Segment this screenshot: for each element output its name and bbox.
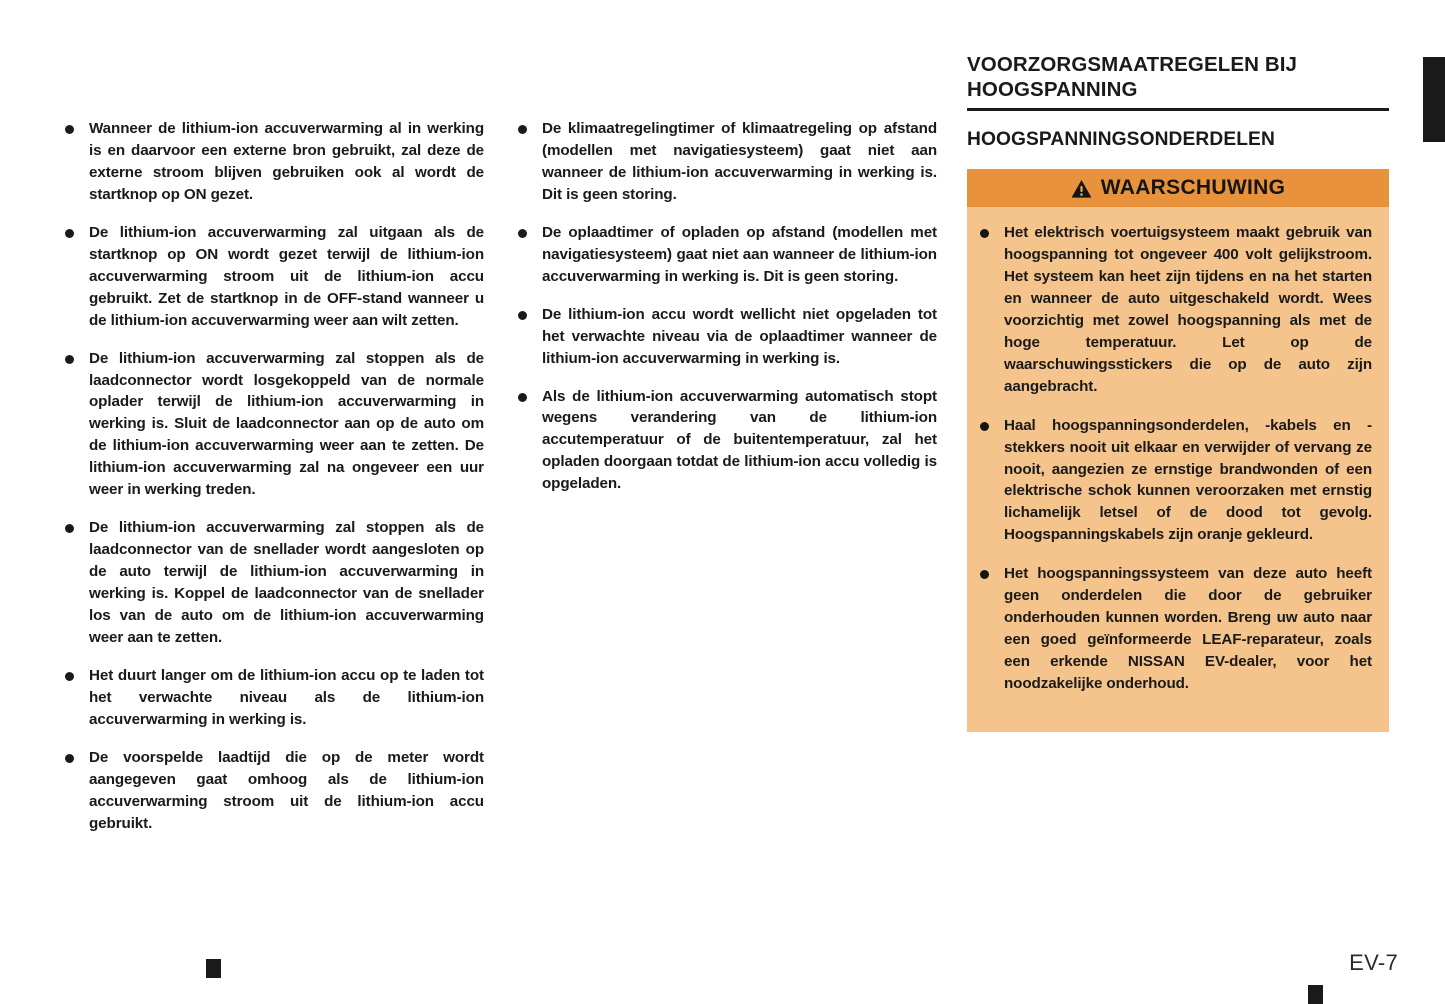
bullet-list-column-2 — [513, 118, 937, 495]
subsection-title: HOOGSPANNINGSONDERDELEN — [967, 129, 1275, 150]
warning-label: WAARSCHUWING — [1100, 176, 1286, 199]
bullet-list-column-1 — [60, 118, 484, 835]
list-item: Het duurt langer om de lithium-ion accu op te laden tot het verwachte niveau als de lithium-ion accuverwarming in werking is. — [60, 665, 484, 731]
text-column-1 — [60, 118, 484, 835]
list-item: De lithium-ion accuverwarming zal uitgaan als de startknop op ON wordt gezet terwijl de lithium-ion accuverwarming stroom uit de lithium-ion accu gebruikt. Zet de startknop in de OFF-stand wanneer u de lithium-ion accuverwarming weer aan wilt zetten. — [60, 222, 484, 332]
list-item: De klimaatregelingtimer of klimaatregeling op afstand (modellen met navigatiesysteem) gaat niet aan wanneer de lithium-ion accuverwarming in werking is. Dit is geen storing. — [513, 118, 937, 206]
registration-mark-bottom-right — [1308, 985, 1323, 1004]
page-number: EV-7 — [1349, 950, 1398, 975]
list-item: Het hoogspanningssysteem van deze auto heeft geen onderdelen die door de gebruiker onderhouden kunnen worden. Breng uw auto naar een goed geïnformeerde LEAF-reparateur, zoals een erkende NISSAN EV-dealer, voor het noodzakelijke onderhoud. — [975, 563, 1372, 695]
list-item: Het elektrisch voertuigsysteem maakt gebruik van hoogspanning tot ongeveer 400 volt gelijkstroom. Het systeem kan heet zijn tijdens en na het starten en wanneer de auto uitgeschakeld wordt. Wees voorzichtig met zowel hoogspanning als met de hoge temperatuur. Let op de waarschuwingsstickers die op de auto zijn aangebracht. — [975, 222, 1372, 398]
registration-mark-bottom-left — [206, 959, 221, 978]
bullet-list-warning — [975, 222, 1372, 695]
warning-body — [967, 207, 1389, 732]
warning-header — [967, 169, 1389, 207]
list-item: Haal hoogspanningsonderdelen, -kabels en -stekkers nooit uit elkaar en verwijder of vervang ze nooit, aangezien ze ernstige brandwonden of een elektrische schok kunnen veroorzaken met ernstig lichamelijk letsel of de dood tot gevolg. Hoogspanningskabels zijn oranje gekleurd. — [975, 415, 1372, 547]
list-item: De voorspelde laadtijd die op de meter wordt aangegeven gaat omhoog als de lithium-ion accuverwarming stroom uit de lithium-ion accu gebruikt. — [60, 747, 484, 835]
warning-triangle-icon — [1071, 179, 1092, 198]
text-column-2 — [513, 118, 937, 495]
list-item: De lithium-ion accuverwarming zal stoppen als de laadconnector wordt losgekoppeld van de normale oplader terwijl de lithium-ion accuverwarming in werking is. Sluit de laadconnector aan op de auto om de lithium-ion accuverwarming weer aan te zetten. De lithium-ion accuverwarming zal na ongeveer een uur weer in werking treden. — [60, 348, 484, 502]
section-title-rule — [967, 108, 1389, 111]
list-item: De lithium-ion accu wordt wellicht niet opgeladen tot het verwachte niveau via de oplaadtimer wanneer de lithium-ion accuverwarming in werking is. — [513, 304, 937, 370]
list-item: Als de lithium-ion accuverwarming automatisch stopt wegens verandering van de lithium-ion accutemperatuur of de buitentemperatuur, zal het opladen doorgaan totdat de lithium-ion accu volledig is opgeladen. — [513, 386, 937, 496]
text-column-3 — [967, 52, 1389, 732]
list-item: De lithium-ion accuverwarming zal stoppen als de laadconnector van de snellader wordt aangesloten op de auto terwijl de lithium-ion accuverwarming in werking is. Koppel de laadconnector van de snellader los van de auto om de lithium-ion accuverwarming weer aan te zetten. — [60, 517, 484, 649]
section-title: VOORZORGSMAATREGELEN BIJ HOOGSPANNING — [967, 53, 1298, 101]
section-edge-tab — [1423, 57, 1445, 142]
list-item: Wanneer de lithium-ion accuverwarming al in werking is en daarvoor een externe bron gebruikt, zal deze de externe stroom blijven gebruiken ook al wordt de startknop op ON gezet. — [60, 118, 484, 206]
warning-box — [967, 169, 1389, 732]
list-item: De oplaadtimer of opladen op afstand (modellen met navigatiesysteem) gaat niet aan wanneer de lithium-ion accuverwarming in werking is. Dit is geen storing. — [513, 222, 937, 288]
